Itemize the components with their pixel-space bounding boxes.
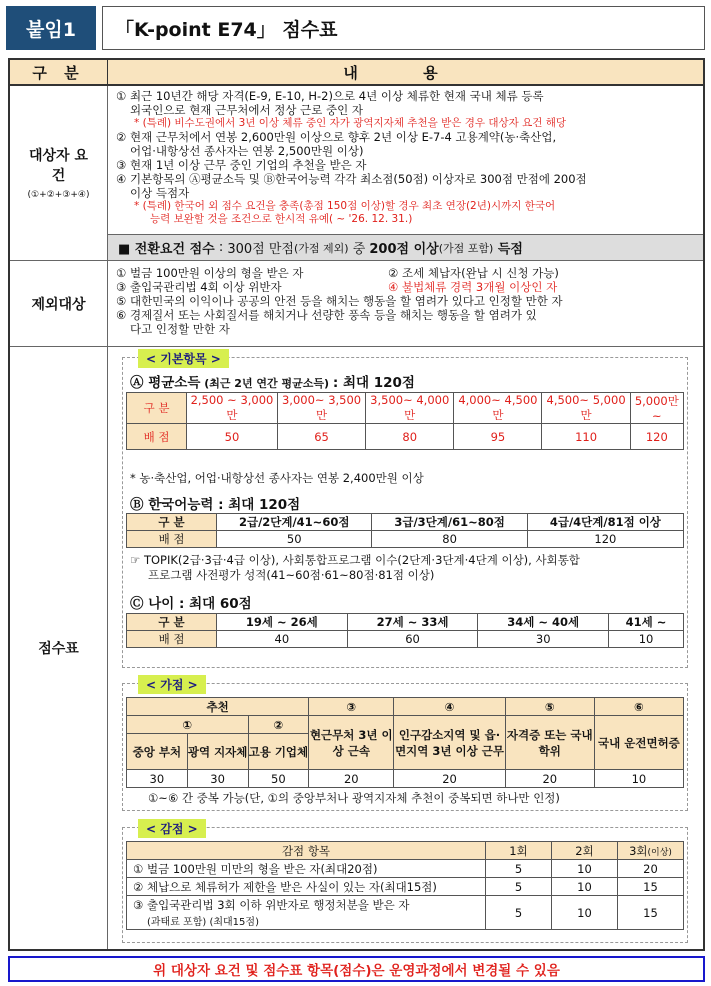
age-range-cell: 41세 ~: [609, 614, 684, 631]
bonus-point-cell: 10: [594, 770, 683, 788]
age-point-cell: 60: [347, 631, 478, 648]
bonus-col-title: 현근무처 3년 이상 근속: [309, 716, 394, 770]
penalty-item-sub: (과태료 포함) (최대15점): [147, 917, 259, 928]
bonus-col-number: ①: [127, 716, 249, 734]
eligibility-line: ② 현재 근무처에서 연봉 2,600만원 이상으로 향후 2년 이상 E-7-4 고용계약(농·축산업,: [116, 130, 557, 144]
penalty-head: 감점 항목: [127, 842, 486, 860]
score-row: [10, 347, 703, 949]
bonus-col-number: ③: [309, 698, 394, 716]
income-point-cell: 65: [277, 424, 365, 450]
penalty-value: 15: [618, 896, 684, 930]
table-row: [127, 770, 684, 788]
korean-table: [126, 513, 684, 548]
footer-notice: 위 대상자 요건 및 점수표 항목(점수)은 운영과정에서 변경될 수 있음: [8, 956, 705, 982]
age-point-cell: 10: [609, 631, 684, 648]
eligibility-label-cell: [10, 86, 108, 260]
penalty-tag-wrap: [122, 819, 206, 838]
korean-point-cell: 120: [527, 531, 683, 548]
exclusion-item: ② 조세 체납자(완납 시 신청 가능): [388, 266, 559, 280]
bonus-col-title: 국내 운전면허증: [594, 716, 683, 770]
age-range-cell: 34세 ~ 40세: [478, 614, 609, 631]
exclusion-item: ④ 불법체류 경력 3개월 이상인 자: [388, 280, 558, 294]
eligibility-line: 외국인으로 현재 근무처에서 정상 근로 중인 자: [130, 103, 364, 117]
title-bar: [6, 6, 705, 50]
income-point-cell: 120: [630, 424, 683, 450]
penalty-value: 10: [552, 896, 618, 930]
table-row: [127, 614, 684, 631]
income-point-cell: 95: [454, 424, 542, 450]
income-point-cell: 50: [187, 424, 278, 450]
korean-title: Ⓑ 한국어능력 : 최대 120점: [130, 497, 301, 513]
age-point-cell: 30: [478, 631, 609, 648]
bonus-col-number: ⑥: [594, 698, 683, 716]
bonus-tag: < 가점 >: [138, 675, 206, 694]
exclusion-item: 다고 인정할 만한 자: [130, 322, 230, 336]
table-row: [127, 393, 684, 424]
income-table: [126, 392, 684, 450]
income-title-max: : 최대 120점: [332, 375, 415, 391]
penalty-item: ③ 출입국관리법 3회 이하 위반자로 행정처분을 받은 자: [133, 898, 410, 912]
income-range-cell: 4,000~ 4,500만: [454, 393, 542, 424]
penalty-value: 5: [486, 878, 552, 896]
bonus-note: ①~⑥ 간 중복 가능(단, ①의 중앙부처나 광역지자체 추천이 중복되면 하나만 인정): [148, 791, 560, 805]
table-row: [127, 716, 684, 734]
bonus-col-number: ④: [394, 698, 505, 716]
exclusion-label: 제외대상: [10, 261, 108, 346]
bonus-col-title: 자격증 또는 국내 학위: [505, 716, 594, 770]
page-title: 「K-point E74」 점수표: [102, 6, 705, 50]
korean-row-label: 배 점: [127, 531, 217, 548]
table-row: [127, 698, 684, 716]
table-row: [127, 860, 684, 878]
table-row: [127, 896, 684, 930]
basic-items-tag-wrap: [122, 349, 229, 368]
exclusion-row: [10, 261, 703, 347]
eligibility-line: 어업·내항상선 종사자는 연봉 2,500만원 이상): [130, 144, 364, 158]
penalty-value: 10: [552, 860, 618, 878]
conversion-excl: (가점 제외): [293, 241, 349, 255]
penalty-value: 10: [552, 878, 618, 896]
bonus-col-title: 광역 지자체: [187, 734, 248, 770]
eligibility-special-note: 능력 보완할 것을 조건으로 한시적 유예( ~ '26. 12. 31.): [150, 213, 413, 225]
age-range-cell: 27세 ~ 33세: [347, 614, 478, 631]
age-row-label: 배 점: [127, 631, 217, 648]
table-row: [127, 424, 684, 450]
table-row: [127, 631, 684, 648]
bonus-point-cell: 20: [309, 770, 394, 788]
bonus-tag-wrap: [122, 675, 206, 694]
table-row: [127, 514, 684, 531]
age-range-cell: 19세 ~ 26세: [217, 614, 348, 631]
score-content: [108, 347, 703, 949]
attachment-badge: 붙임1: [6, 6, 96, 50]
exclusion-item: ① 벌금 100만원 이상의 형을 받은 자: [116, 266, 304, 280]
penalty-col-1: 1회: [486, 842, 552, 860]
conversion-incl: (가점 포함): [438, 241, 494, 255]
eligibility-special-note: * (특례) 비수도권에서 3년 이상 체류 중인 자가 광역지자체 추천을 받은 경우 대상자 요건 해당: [134, 117, 566, 129]
income-row-label: 배 점: [127, 424, 187, 450]
income-note: * 농·축산업, 어업·내항상선 종사자는 연봉 2,400만원 이상: [130, 471, 424, 485]
penalty-item-cell: [127, 896, 486, 930]
exclusion-item: ③ 출입국관리법 4회 이상 위반자: [116, 280, 282, 294]
bonus-col-number: ⑤: [505, 698, 594, 716]
age-title: Ⓒ 나이 : 최대 60점: [130, 596, 252, 612]
bonus-table: [126, 697, 684, 788]
exclusion-item: ⑤ 대한민국의 이익이나 공공의 안전 등을 해치는 행동을 할 염려가 있다고 인정할 만한 자: [116, 294, 563, 308]
conversion-colon: :: [214, 240, 228, 255]
korean-note: ☞ TOPIK(2급·3급·4급 이상), 사회통합프로그램 이수(2단계·3단계·4단계 이상), 사회통합: [130, 553, 580, 567]
bonus-col-number: ②: [248, 716, 309, 734]
bonus-point-cell: 30: [187, 770, 248, 788]
penalty-value: 15: [618, 878, 684, 896]
age-row-label: 구 분: [127, 614, 217, 631]
korean-level-cell: 4급/4단계/81점 이상: [527, 514, 683, 531]
bonus-point-cell: 20: [394, 770, 505, 788]
basic-items-tag: < 기본항목 >: [138, 349, 229, 368]
penalty-value: 20: [618, 860, 684, 878]
eligibility-label-note: (①+②+③+④): [27, 190, 90, 200]
conversion-score: 200점 이상: [369, 242, 439, 257]
income-row-label: 구 분: [127, 393, 187, 424]
exclusion-item: ⑥ 경제질서 또는 사회질서를 해치거나 선량한 풍속 등을 해치는 행동을 할 염려가 있: [116, 308, 537, 322]
eligibility-line: 이상 득점자: [130, 186, 190, 200]
income-heading: [130, 371, 415, 391]
bonus-col-title: 고용 기업체: [248, 734, 309, 770]
korean-note: 프로그램 사전평가 성적(41~60점·61~80점·81점 이상): [148, 568, 435, 582]
penalty-value: 5: [486, 896, 552, 930]
korean-level-cell: 3급/3단계/61~80점: [372, 514, 527, 531]
eligibility-row: [10, 86, 703, 261]
age-point-cell: 40: [217, 631, 348, 648]
bonus-col-title: 중앙 부처: [127, 734, 188, 770]
column-header-category: 구 분: [10, 60, 108, 84]
penalty-value: 5: [486, 860, 552, 878]
penalty-item: ② 체납으로 체류허가 제한을 받은 사실이 있는 자(최대15점): [127, 878, 486, 896]
income-point-cell: 110: [542, 424, 630, 450]
conversion-requirement: [108, 234, 703, 260]
korean-point-cell: 80: [372, 531, 527, 548]
table-header: [10, 60, 703, 86]
conversion-mid: 중: [348, 242, 370, 257]
korean-row-label: 구 분: [127, 514, 217, 531]
penalty-col-2: 2회: [552, 842, 618, 860]
conversion-suffix: 득점: [493, 242, 523, 257]
eligibility-label: 대상자 요건: [29, 148, 88, 184]
income-range-cell: 3,500~ 4,000만: [366, 393, 454, 424]
table-row: [127, 531, 684, 548]
penalty-item: ① 벌금 100만원 미만의 형을 받은 자(최대20점): [127, 860, 486, 878]
income-range-cell: 5,000만~: [630, 393, 683, 424]
score-sheet: [8, 58, 705, 951]
bonus-point-cell: 50: [248, 770, 309, 788]
table-row: [127, 842, 684, 860]
eligibility-line: ① 최근 10년간 해당 자격(E-9, E-10, H-2)으로 4년 이상 체류한 현재 국내 체류 등록: [116, 89, 544, 103]
bonus-point-cell: 30: [127, 770, 188, 788]
bonus-point-cell: 20: [505, 770, 594, 788]
bonus-recommend-header: 추천: [127, 698, 309, 716]
age-table: [126, 613, 684, 648]
eligibility-line: ③ 현재 1년 이상 근무 중인 기업의 추천을 받은 자: [116, 158, 367, 172]
income-range-cell: 4,500~ 5,000만: [542, 393, 630, 424]
table-row: [127, 878, 684, 896]
penalty-tag: < 감점 >: [138, 819, 206, 838]
penalty-col-3: [618, 842, 684, 860]
penalty-col-3-label: 3회: [629, 843, 648, 858]
conversion-prefix: ■ 전환요건 점수: [118, 242, 215, 257]
column-header-content: 내 용: [343, 63, 468, 82]
income-point-cell: 80: [366, 424, 454, 450]
income-range-cell: 3,000~ 3,500만: [277, 393, 365, 424]
income-range-cell: 2,500 ~ 3,000만: [187, 393, 278, 424]
eligibility-special-note: * (특례) 한국어 외 점수 요건을 충족(총점 150점 이상)할 경우 최초 연장(2년)시까지 한국어: [134, 200, 556, 212]
conversion-full: 300점 만점: [227, 242, 294, 257]
korean-level-cell: 2급/2단계/41~60점: [217, 514, 372, 531]
income-title-note: (최근 2년 연간 평균소득): [204, 377, 330, 390]
penalty-col-3-note: (이상): [647, 847, 672, 858]
income-title: Ⓐ 평균소득: [130, 375, 201, 391]
eligibility-line: ④ 기본항목의 Ⓐ평균소득 및 Ⓑ한국어능력 각각 최소점(50점) 이상자로 300점 만점에 200점: [116, 172, 587, 186]
korean-point-cell: 50: [217, 531, 372, 548]
exclusion-content: [108, 261, 703, 346]
penalty-table: [126, 841, 684, 930]
bonus-col-title: 인구감소지역 및 읍·면지역 3년 이상 근무: [394, 716, 505, 770]
score-label: 점수표: [10, 347, 108, 949]
